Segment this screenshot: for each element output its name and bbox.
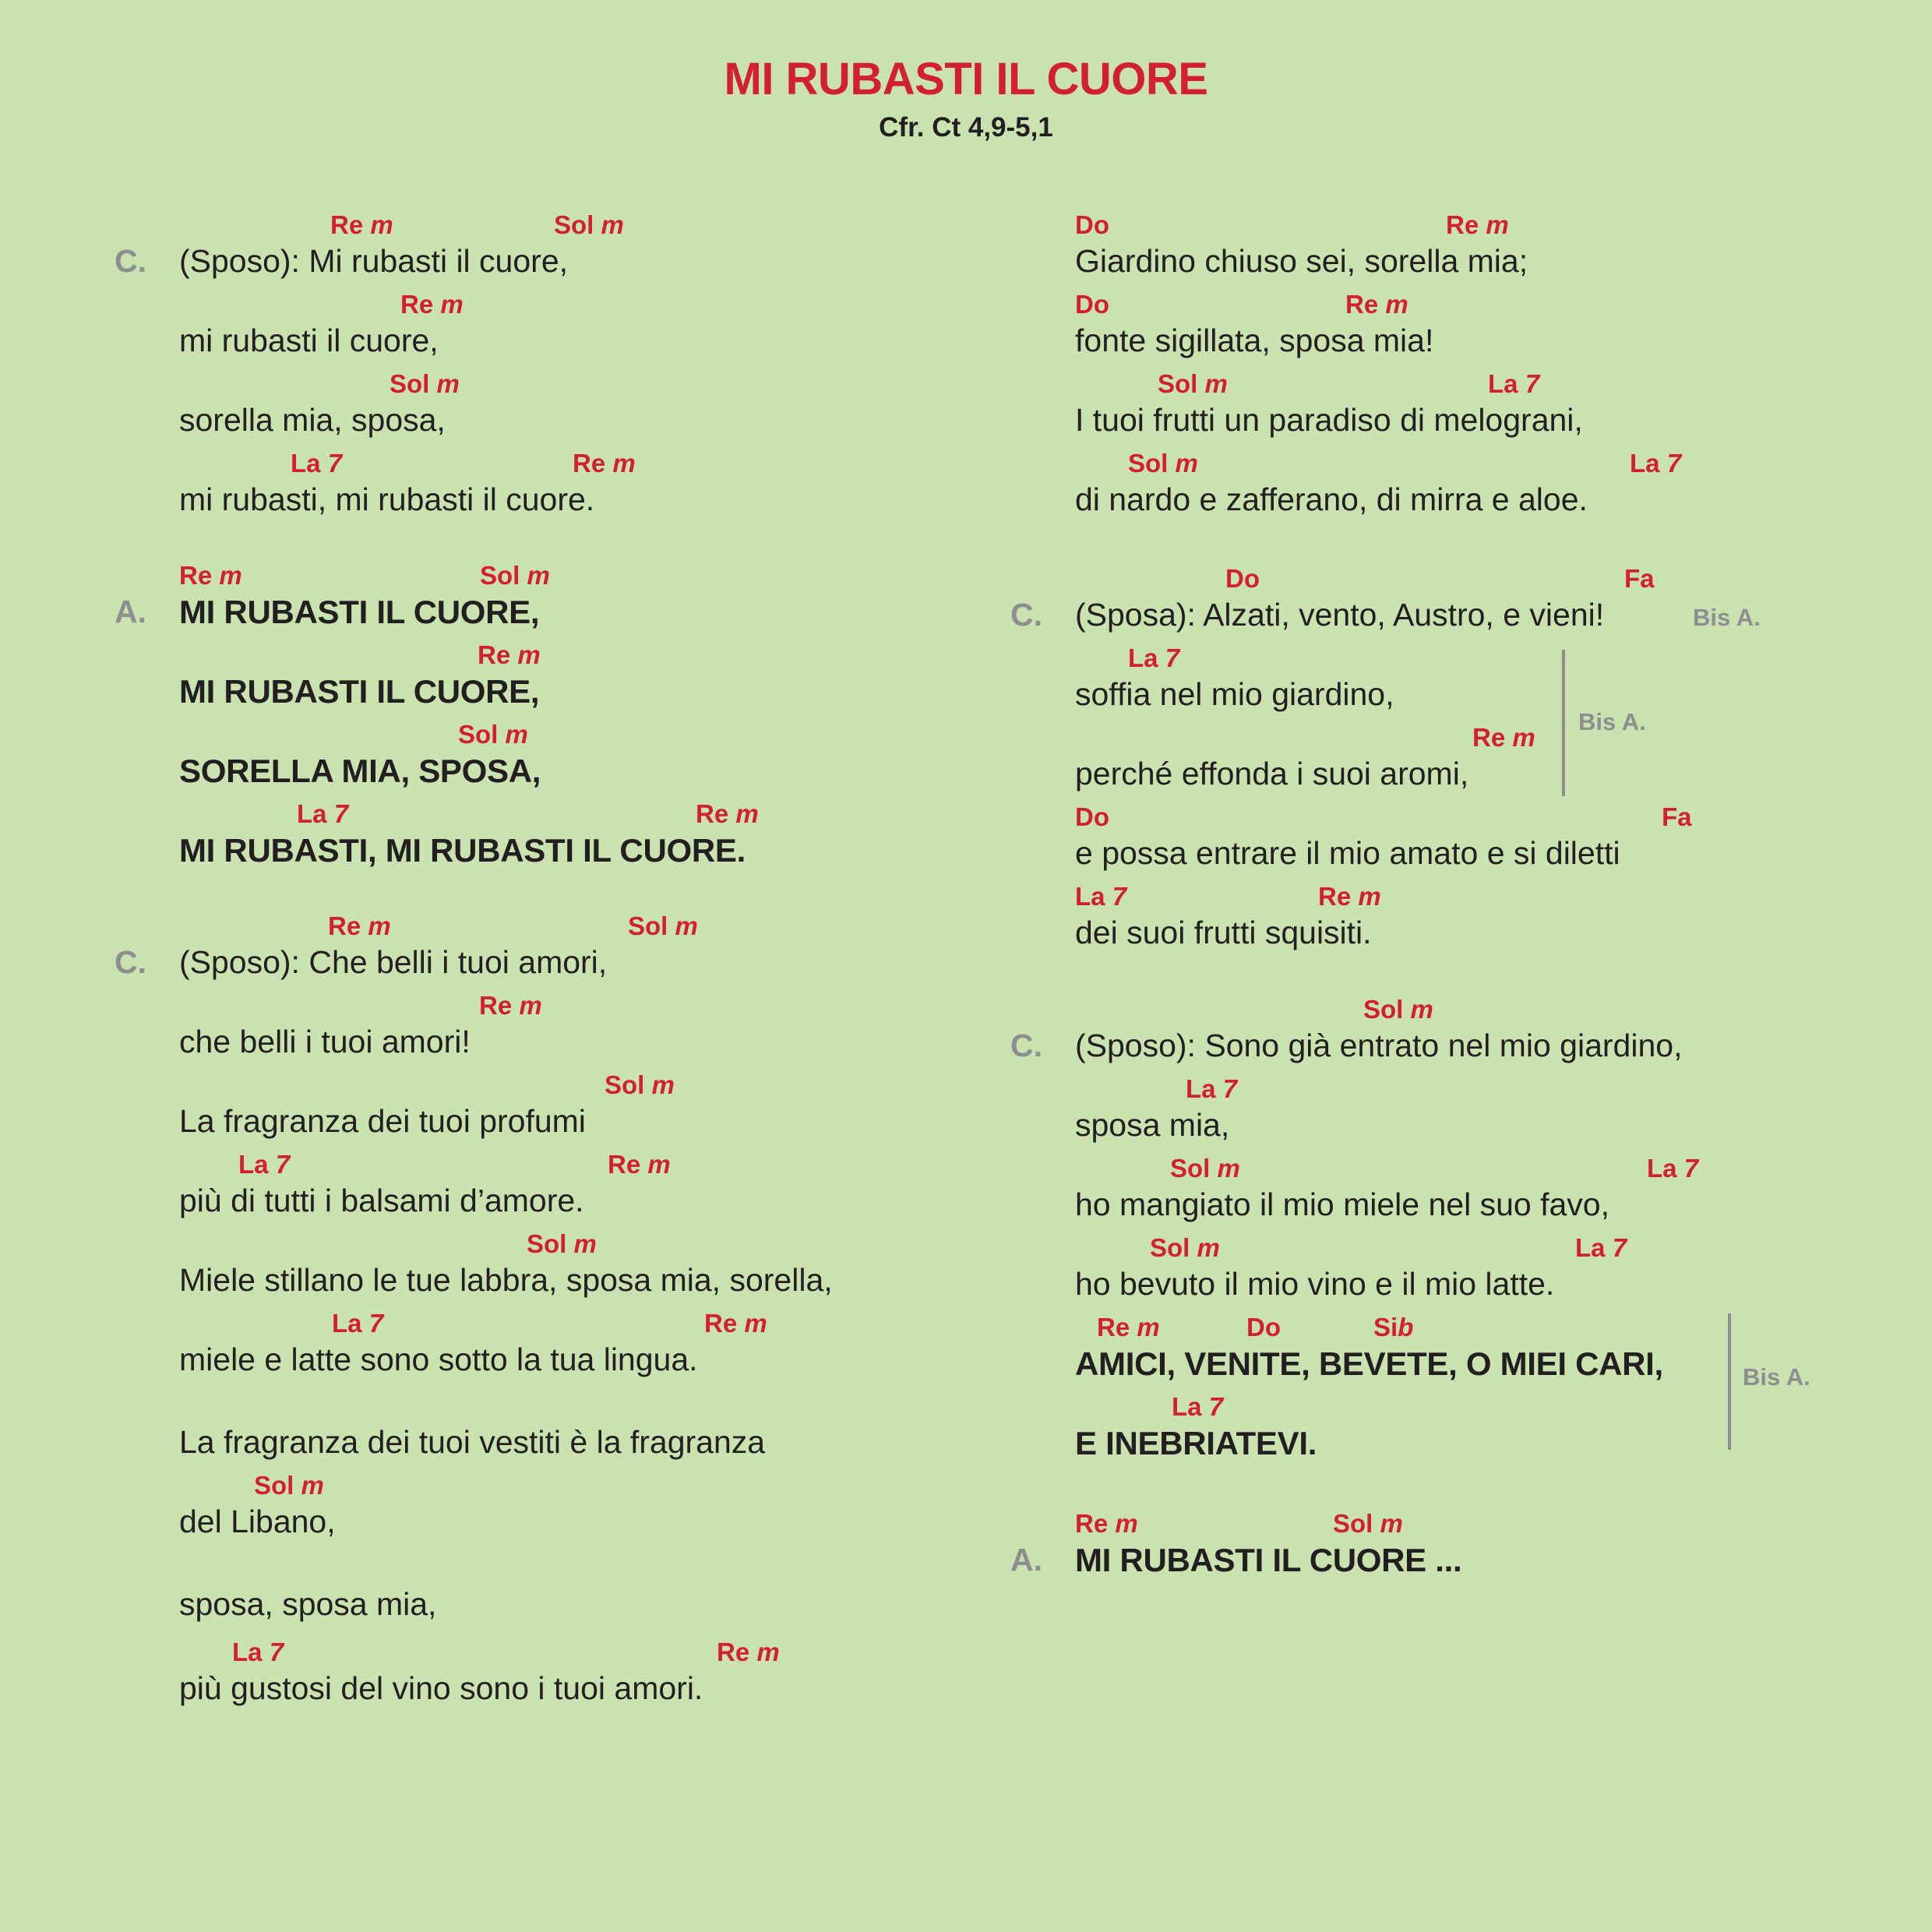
refrain-line: MI RUBASTI, MI RUBASTI IL CUORE. xyxy=(179,832,746,869)
chord-re-minor: Re m xyxy=(179,561,242,590)
chord-la-7: La 7 xyxy=(1630,449,1682,478)
cantor-marker: C. xyxy=(115,944,146,980)
chord-sol-minor: Sol m xyxy=(390,369,460,398)
assembly-marker: A. xyxy=(115,594,146,629)
chord-la-7: La 7 xyxy=(232,1638,284,1666)
chord-re-minor: Re m xyxy=(330,210,393,239)
cantor-marker: C. xyxy=(1010,597,1042,633)
cantor-marker: C. xyxy=(1010,1028,1042,1063)
chord-re-minor: Re m xyxy=(328,911,391,940)
chord-sol-minor: Sol m xyxy=(1170,1154,1240,1183)
lyric-line: sorella mia, sposa, xyxy=(179,402,446,438)
chord-re-minor: Re m xyxy=(1345,290,1408,319)
lyric-line: più gustosi del vino sono i tuoi amori. xyxy=(179,1670,703,1706)
chord-sol-minor: Sol m xyxy=(628,911,698,940)
lyric-line: che belli i tuoi amori! xyxy=(179,1024,471,1059)
chord-fa: Fa xyxy=(1624,564,1655,593)
bis-label: Bis A. xyxy=(1578,708,1646,735)
chord-do: Do xyxy=(1225,564,1260,593)
chord-sol-minor: Sol m xyxy=(1333,1509,1403,1538)
chord-re-minor: Re m xyxy=(1097,1313,1160,1341)
chord-re-minor: Re m xyxy=(1446,210,1509,239)
lyric-line: La fragranza dei tuoi vestiti è la fragranza xyxy=(179,1424,766,1460)
lyric-line: di nardo e zafferano, di mirra e aloe. xyxy=(1075,481,1588,517)
chord-sol-minor: Sol m xyxy=(458,720,528,749)
lyric-line: del Libano, xyxy=(179,1504,336,1539)
lyric-line: perché effonda i suoi aromi, xyxy=(1075,756,1469,791)
chord-do: Do xyxy=(1246,1313,1281,1341)
chord-re-minor: Re m xyxy=(479,991,542,1020)
chord-la-7: La 7 xyxy=(1575,1233,1627,1262)
refrain-line: SORELLA MIA, SPOSA, xyxy=(179,753,541,789)
chord-fa: Fa xyxy=(1662,802,1692,831)
refrain-line: E INEBRIATEVI. xyxy=(1075,1425,1317,1461)
chord-sol-minor: Sol m xyxy=(1158,369,1228,398)
lyric-line: La fragranza dei tuoi profumi xyxy=(179,1103,586,1139)
refrain-line: MI RUBASTI IL CUORE ... xyxy=(1075,1542,1462,1578)
chord-re-minor: Re m xyxy=(1472,723,1535,752)
chord-la-7: La 7 xyxy=(1647,1154,1699,1183)
lyric-line: miele e latte sono sotto la tua lingua. xyxy=(179,1341,698,1377)
chord-la-7: La 7 xyxy=(238,1150,291,1179)
chord-la-7: La 7 xyxy=(332,1309,384,1338)
lyric-line: (Sposo): Sono già entrato nel mio giardino, xyxy=(1075,1028,1683,1063)
chord-sol-minor: Sol m xyxy=(1363,995,1433,1024)
chord-sol-minor: Sol m xyxy=(554,210,624,239)
chord-sol-minor: Sol m xyxy=(1128,449,1198,478)
lyric-line: più di tutti i balsami d’amore. xyxy=(179,1183,584,1218)
lyric-line: ho bevuto il mio vino e il mio latte. xyxy=(1075,1266,1555,1302)
chord-re-minor: Re m xyxy=(608,1150,671,1179)
chord-la-7: La 7 xyxy=(1128,643,1180,672)
lyric-line: fonte sigillata, sposa mia! xyxy=(1075,323,1434,358)
lyric-line: mi rubasti il cuore, xyxy=(179,323,439,358)
assembly-marker: A. xyxy=(1010,1542,1042,1578)
chord-re-minor: Re m xyxy=(1318,882,1381,911)
bis-label: Bis A. xyxy=(1693,604,1761,631)
chord-sol-minor: Sol m xyxy=(527,1229,597,1258)
lyric-line: mi rubasti, mi rubasti il cuore. xyxy=(179,481,595,517)
lyric-line: Giardino chiuso sei, sorella mia; xyxy=(1075,243,1528,279)
scripture-reference: Cfr. Ct 4,9-5,1 xyxy=(879,112,1053,143)
chord-re-minor: Re m xyxy=(573,449,636,478)
chord-sol-minor: Sol m xyxy=(254,1471,324,1500)
lyric-line: sposa, sposa mia, xyxy=(179,1586,437,1622)
chord-re-minor: Re m xyxy=(717,1638,780,1666)
lyric-line: dei suoi frutti squisiti. xyxy=(1075,915,1372,950)
chord-re-minor: Re m xyxy=(704,1309,767,1338)
lyric-line: sposa mia, xyxy=(1075,1107,1230,1143)
chord-la-7: La 7 xyxy=(1186,1074,1238,1103)
lyric-line: ho mangiato il mio miele nel suo favo, xyxy=(1075,1186,1609,1222)
cantor-marker: C. xyxy=(115,243,146,279)
chord-si-flat: Sib xyxy=(1373,1313,1414,1341)
refrain-line: AMICI, VENITE, BEVETE, O MIEI CARI, xyxy=(1075,1345,1663,1382)
refrain-line: MI RUBASTI IL CUORE, xyxy=(179,673,540,710)
chord-do: Do xyxy=(1075,210,1109,239)
chord-la-7: La 7 xyxy=(1075,882,1127,911)
chord-do: Do xyxy=(1075,290,1109,319)
song-title: MI RUBASTI IL CUORE xyxy=(724,54,1208,104)
chord-la-7: La 7 xyxy=(1488,369,1540,398)
chord-la-7: La 7 xyxy=(297,799,349,828)
chord-do: Do xyxy=(1075,802,1109,831)
chord-re-minor: Re m xyxy=(696,799,759,828)
chord-re-minor: Re m xyxy=(478,640,541,669)
chord-sol-minor: Sol m xyxy=(1150,1233,1220,1262)
chord-la-7: La 7 xyxy=(291,449,343,478)
repeat-bracket xyxy=(1562,650,1565,796)
bis-label: Bis A. xyxy=(1743,1363,1810,1391)
lyric-line: Miele stillano le tue labbra, sposa mia, sorella, xyxy=(179,1262,833,1298)
chord-re-minor: Re m xyxy=(1075,1509,1138,1538)
chord-sol-minor: Sol m xyxy=(605,1070,675,1099)
lyric-line: (Sposa): Alzati, vento, Austro, e vieni! xyxy=(1075,597,1605,633)
lyric-line: I tuoi frutti un paradiso di melograni, xyxy=(1075,402,1583,438)
lyric-line: soffia nel mio giardino, xyxy=(1075,676,1394,712)
lyric-line: (Sposo): Mi rubasti il cuore, xyxy=(179,243,569,279)
chord-re-minor: Re m xyxy=(400,290,464,319)
repeat-bracket xyxy=(1728,1313,1731,1450)
refrain-line: MI RUBASTI IL CUORE, xyxy=(179,594,540,630)
lyric-line: (Sposo): Che belli i tuoi amori, xyxy=(179,944,608,980)
chord-sol-minor: Sol m xyxy=(480,561,550,590)
lyric-line: e possa entrare il mio amato e si diletti xyxy=(1075,835,1620,871)
chord-la-7: La 7 xyxy=(1172,1392,1224,1421)
